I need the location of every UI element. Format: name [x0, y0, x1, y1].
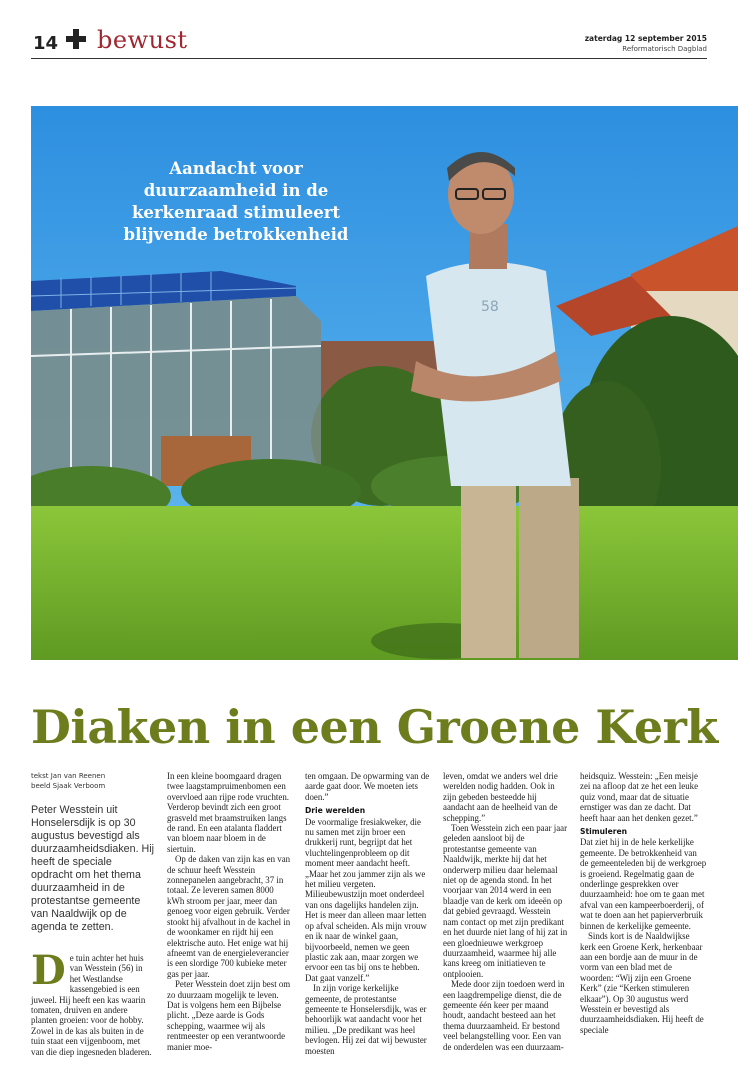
paragraph: Mede door zijn toedoen werd in een laagdrempelige dienst, die de gemeente één keer per maand houdt, aandacht besteed aan het thema duurzaamheid. Er bestond veel belangstelling voor. Een van de onderdelen was een duurzaam-: [443, 979, 565, 1052]
article-photo: [31, 106, 738, 660]
paragraph: De voormalige fresiakweker, die nu samen met zijn broer een drukkerij runt, begrijpt dat het vluchtelingenprobleem op dit moment meer aandacht heeft. „Maar het zou jammer zijn als we het milieu vergeten. Milieubewustzijn moet onderdeel van ons dagelijks handelen zijn. Het is meer dan alleen maar letten op afval scheiden. Als mijn vrouw en ik naar de winkel gaan, bijvoorbeeld, nemen we geen plastic zak aan, maar zorgen we ervoor een tas bij ons te hebben. Dat gaat vanzelf.”: [305, 816, 427, 983]
article-column-3: [305, 771, 431, 1056]
newspaper-name: Reformatorisch Dagblad: [622, 45, 707, 53]
subheading: Drie werelden: [305, 806, 366, 816]
paragraph: leven, omdat we anders wel drie werelden nodig hadden. Ook in zijn gebeden besteedde hij aandacht aan de heelheid van de schepping.”: [443, 771, 558, 823]
byline-photo: beeld Sjaak Verboom: [31, 782, 106, 790]
subheading: Stimuleren: [580, 827, 628, 837]
article-opening: [31, 947, 155, 1057]
shirt-print: 58: [481, 299, 499, 315]
paragraph: Peter Wesstein doet zijn best om zo duurzaam mogelijk te leven. Dat is volgens hem een Bijbelse plicht. „Deze aarde is Gods schepping, waarmee wij als rentmeester op een verantwoorde manier moe-: [167, 979, 291, 1052]
issue-date: zaterdag 12 september 2015: [584, 34, 707, 43]
article-column-1: [31, 771, 155, 1057]
paragraph: Op de daken van zijn kas en van de schuur heeft Wesstein zonnepanelen aangebracht, 37 in totaal. Ze leveren samen 8000 kWh stroom per jaar, meer dan genoeg voor eigen gebruik. Verder stookt hij afvalhout in de kachel in de woonkamer en rijdt hij een elektrische auto. Het enige wat hij afneemt van de energieleverancier is een slordige 700 kubieke meter gas per jaar.: [167, 854, 291, 979]
article-column-5: [580, 771, 707, 1035]
paragraph: ten omgaan. De opwarming van de aarde gaat door. We moeten iets doen.”: [305, 771, 430, 802]
byline-text: tekst Jan van Reenen: [31, 772, 106, 780]
paragraph: Sinds kort is de Naaldwijkse kerk een Groene Kerk, herkenbaar aan een bordje aan de muur in de vorm van een blad met de woorden: “Wij zijn een Groene Kerk” (zie “Kerken stimuleren elkaar”). Op 30 augustus werd Wesstein er bevestigd als duurzaamheidsdiaken. Hij heeft de speciale: [580, 931, 704, 1035]
section-title: bewust: [97, 26, 188, 54]
article-intro: Peter Wesstein uit Honselersdijk is op 30 augustus bevestigd als duurzaamheidsdiaken. Hij heeft de speciale opdracht om het thema duurzaamheid in de protestantse gemeente van Naaldwijk op de agenda te zetten.: [31, 804, 154, 933]
paragraph: Dat ziet hij in de hele kerkelijke gemeente. De betrokkenheid van de gemeenteleden bij de werkgroep is groeiend. Regelmatig gaan de onderlinge gesprekken over duurzaamheid: hoe om te gaan met afval van een kampeerboerderij, of wat te doen aan het papierverbruik binnen de kerkelijke gemeente.: [580, 837, 707, 931]
paragraph: heidsquiz. Wesstein: „Een meisje zei na afloop dat ze het een leuke quiz vond, maar dat de situatie ernstiger was dan ze dacht. Dat heeft haar aan het denken gezet.”: [580, 771, 699, 823]
paragraph: In zijn vorige kerkelijke gemeente, de protestantse gemeente te Honselersdijk, was er behoorlijk wat aandacht voor het milieu. „De predikant was heel bevlogen. Hij zei dat wij bewuster moesten: [305, 983, 427, 1056]
article-headline: Diaken in een Groene Kerk: [31, 700, 718, 754]
drop-cap: D: [31, 947, 66, 994]
article-column-4: [443, 771, 568, 1052]
photo-caption: Aandacht voor duurzaamheid in de kerkenraad stimuleert blijvende betrokkenheid: [123, 159, 349, 244]
paragraph: In een kleine boomgaard dragen twee laagstampruimenbomen een overvloed aan rijpe rode vruchten. Verderop bevindt zich een groot grasveld met braamstruiken langs de rand. En een atalanta fladdert van bloem naar bloem in de siertuin.: [167, 771, 289, 854]
page-number: 14: [33, 33, 59, 54]
header-divider: [31, 58, 707, 59]
plus-icon: [66, 29, 86, 49]
article-column-2: [167, 771, 293, 1052]
paragraph: Toen Wesstein zich een paar jaar geleden aansloot bij de protestantse gemeente van Naaldwijk, merkte hij dat het onderwerp milieu daar helemaal niet op de agenda stond. In het voorjaar van 2014 werd in een blaadje van de kerk om ideeën op dat gebied gevraagd. Wesstein nam contact op met zijn predikant en het duurde niet lang of hij zat in een gloednieuwe werkgroep duurzaamheid, waarmee hij alle kans kreeg om initiatieven te ontplooien.: [443, 823, 568, 979]
opening-paragraph: e tuin achter het huis van Wesstein (56) in het Westlandse kassengebied is een juweel. Hij heeft een kas waarin tomaten, druiven en andere planten groeien: voor de hobby. Zowel in de kas als buiten in de tuin staat een vijgenboom, met van die diep ingesneden bladeren.: [31, 953, 152, 1057]
